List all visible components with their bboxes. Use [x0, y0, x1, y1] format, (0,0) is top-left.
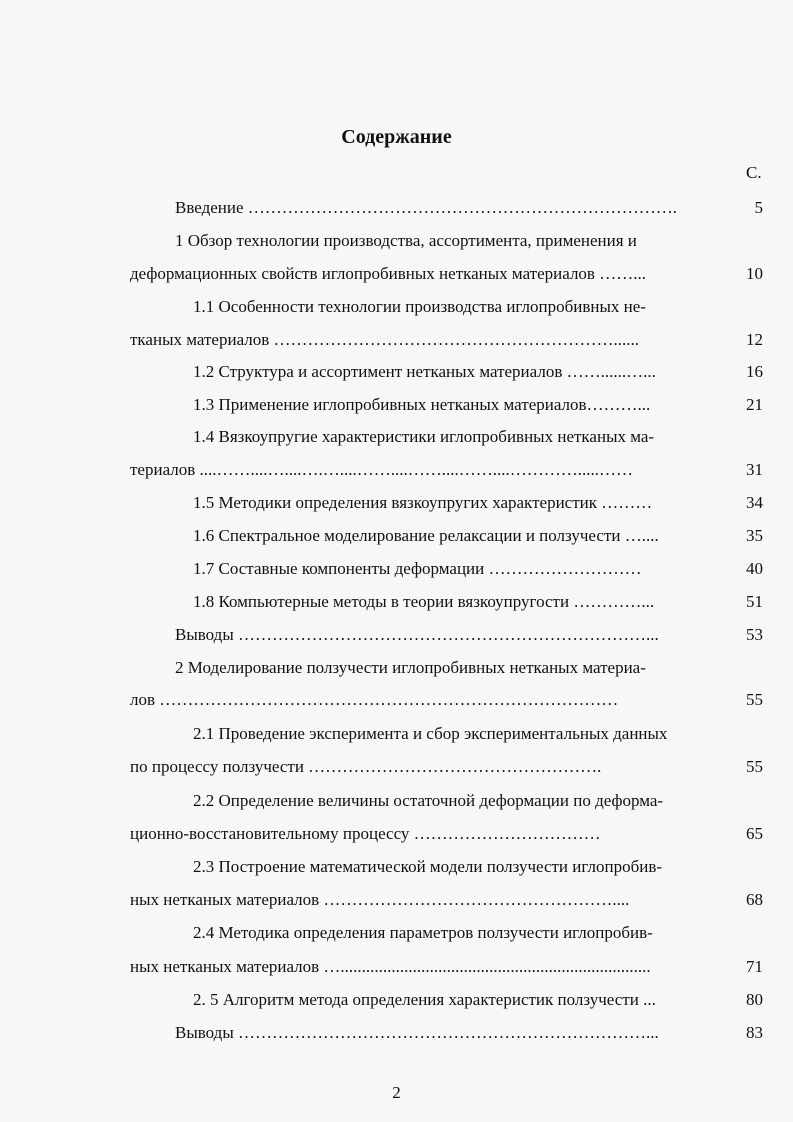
page-title: Содержание: [341, 126, 452, 148]
toc-line: 1.6 Спектральное моделирование релаксации и ползучести …....: [193, 526, 659, 545]
toc-line: 1.5 Методики определения вязкоупругих характеристик ………: [193, 493, 653, 512]
toc-line: 2. 5 Алгоритм метода определения характеристик ползучести ...: [193, 990, 656, 1009]
toc-page-number: 12: [746, 330, 763, 349]
toc-page-number: 31: [746, 460, 763, 479]
toc-line: 1.3 Применение иглопробивных нетканых материалов………...: [193, 395, 651, 414]
toc-line: тканых материалов ……………………………………………………......: [130, 330, 640, 349]
toc-line: 1.1 Особенности технологии производства иглопробивных не-: [193, 297, 646, 316]
toc-line: Выводы ………………………………………………………………...: [175, 1023, 659, 1042]
toc-line: Выводы ………………………………………………………………...: [175, 625, 659, 644]
toc-page-number: 51: [746, 592, 763, 611]
toc-line: 1.2 Структура и ассортимент нетканых материалов ……......…...: [193, 362, 656, 381]
toc-line: 1 Обзор технологии производства, ассортимента, применения и: [175, 231, 637, 250]
toc-page-number: 55: [746, 757, 763, 776]
toc-page-number: 16: [746, 362, 763, 381]
toc-line: териалов ....……....…....….…....……....……....……....………….....……: [130, 460, 634, 479]
toc-line: 1.4 Вязкоупругие характеристики иглопробивных нетканых ма-: [193, 427, 655, 446]
toc-page-number: 83: [746, 1023, 763, 1042]
toc-line: по процессу ползучести …………………………………………….: [130, 757, 602, 776]
toc-line: 1.7 Составные компоненты деформации ………………………: [193, 559, 642, 578]
toc-line: 2.3 Построение математической модели ползучести иглопробив-: [193, 857, 663, 876]
toc-page-number: 71: [746, 957, 763, 976]
toc-line: ционно-восстановительному процессу ……………………………: [130, 824, 601, 843]
toc-page-number: 21: [746, 395, 763, 414]
toc-line: 2 Моделирование ползучести иглопробивных нетканых материа-: [175, 658, 646, 677]
toc-line: деформационных свойств иглопробивных нетканых материалов ……...: [130, 264, 646, 283]
toc-line: 2.4 Методика определения параметров ползучести иглопробив-: [193, 923, 653, 942]
page-column-label: С.: [746, 163, 762, 182]
toc-line: 2.2 Определение величины остаточной деформации по деформа-: [193, 791, 664, 810]
toc-page-number: 65: [746, 824, 763, 843]
toc-line: ных нетканых материалов ….........................................................................: [130, 957, 651, 976]
toc-line: лов ………………………………………………………………………: [130, 690, 619, 709]
toc-page-number: 35: [746, 526, 763, 545]
toc-line: ных нетканых материалов ……………………………………………....: [130, 890, 630, 909]
toc-page-number: 40: [746, 559, 763, 578]
toc-page-number: 5: [754, 198, 763, 217]
toc-page-number: 55: [746, 690, 763, 709]
toc-page-number: 34: [746, 493, 763, 512]
toc-line: 2.1 Проведение эксперимента и сбор экспериментальных данных: [193, 724, 668, 743]
toc-line: 1.8 Компьютерные методы в теории вязкоупругости …………...: [193, 592, 655, 611]
page-number: 2: [392, 1083, 401, 1102]
toc-line: Введение ………………………………………………………………….: [175, 198, 678, 217]
toc-page-number: 53: [746, 625, 763, 644]
toc-page-number: 68: [746, 890, 763, 909]
toc-page-number: 10: [746, 264, 763, 283]
toc-page-number: 80: [746, 990, 763, 1009]
